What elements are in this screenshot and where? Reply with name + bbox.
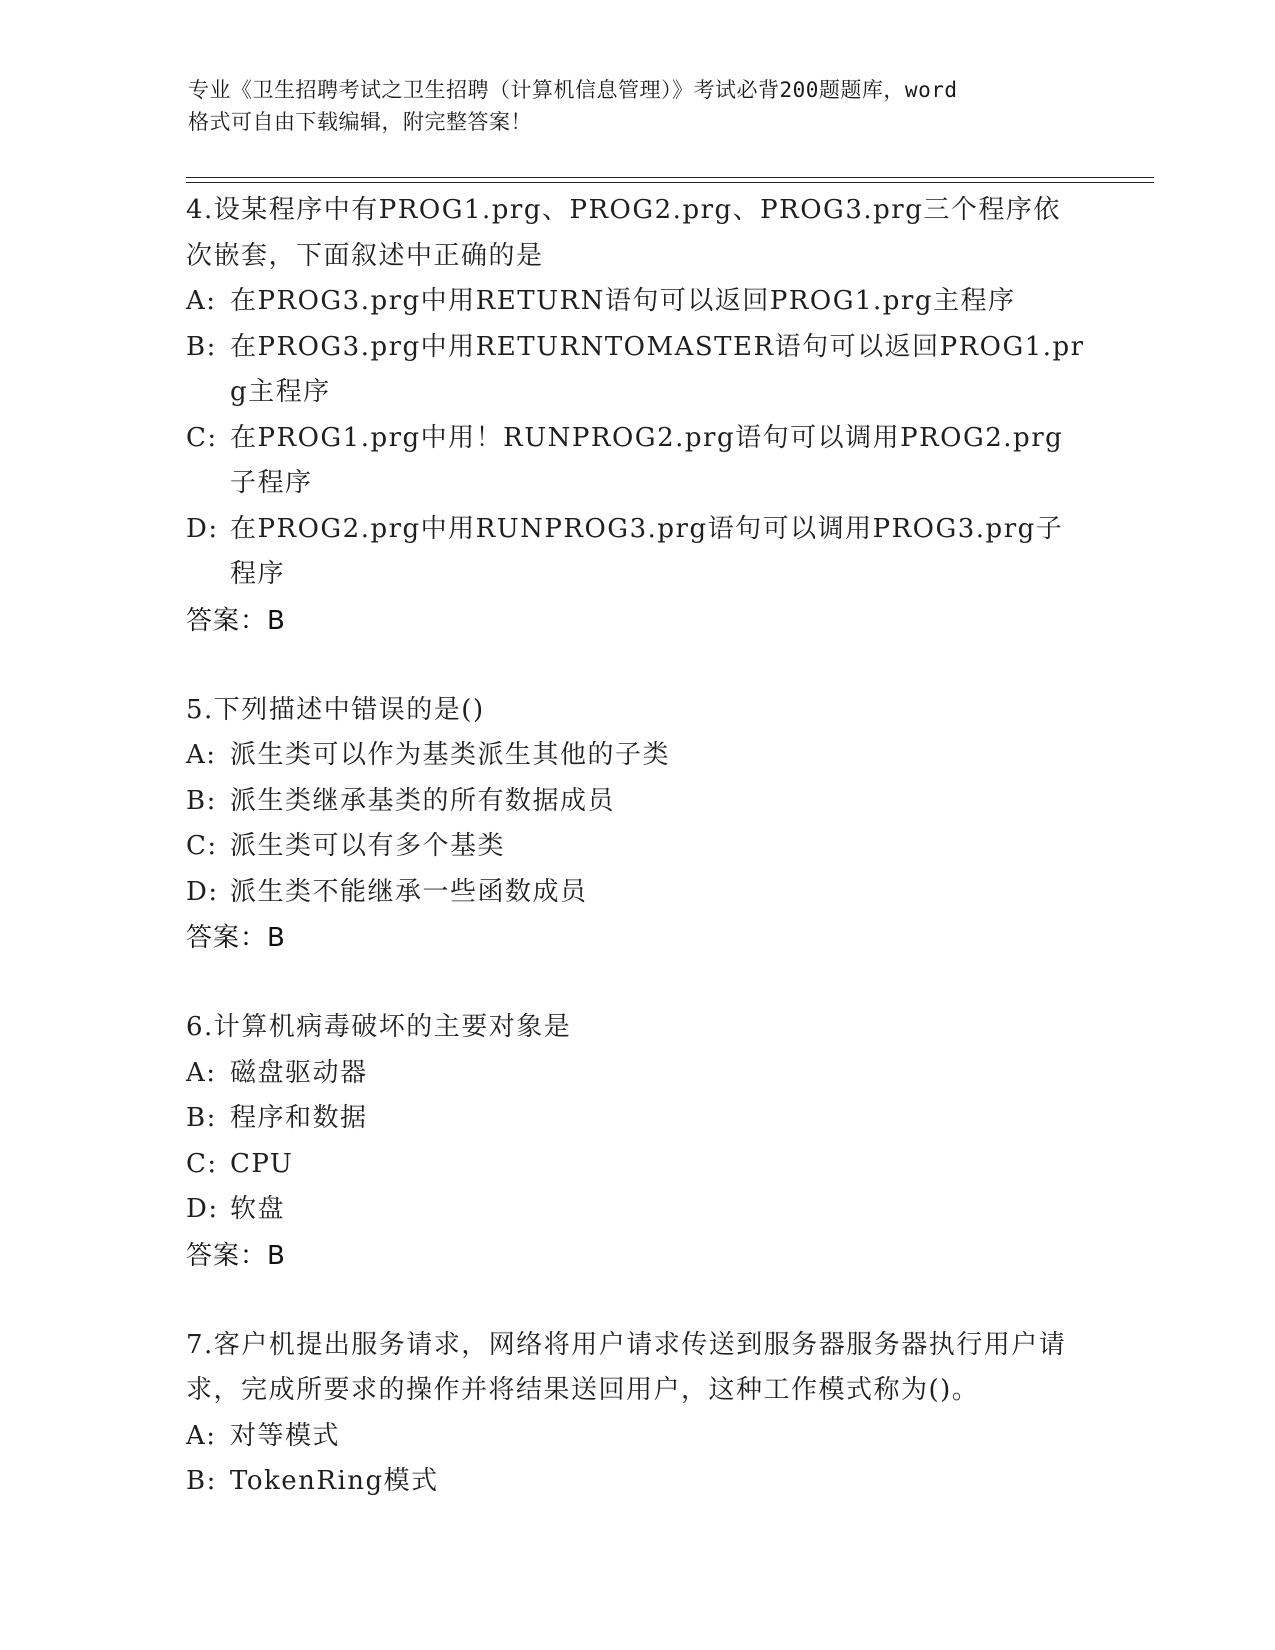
option-text: 在PROG2.prg中用RUNPROG3.prg语句可以调用PROG3.prg子程序 (230, 513, 1064, 589)
question-list (186, 188, 1086, 1549)
answer-key: 答案：B (186, 605, 286, 636)
option-text: 磁盘驱动器 (230, 1057, 368, 1088)
answer-option (186, 1187, 1086, 1233)
answer-option (186, 325, 1086, 416)
answer-option (186, 733, 1086, 779)
option-text: 在PROG3.prg中用RETURNTOMASTER语句可以返回PROG1.prg主程序 (230, 331, 1085, 407)
answer-key: 答案：B (186, 923, 286, 953)
option-key: C: (186, 422, 218, 453)
option-text: 程序和数据 (230, 1103, 368, 1133)
answer-option (186, 507, 1086, 598)
option-text: 派生类可以有多个基类 (230, 831, 506, 861)
option-key: A: (186, 1420, 217, 1451)
question-block (186, 1323, 1086, 1505)
option-key: D: (186, 513, 219, 544)
option-key: B: (186, 785, 217, 816)
option-key: A: (186, 740, 217, 770)
option-key: A: (186, 1057, 217, 1088)
answer-option (186, 416, 1086, 507)
question-block (186, 188, 1086, 644)
option-text: 对等模式 (230, 1420, 341, 1451)
answer-option (186, 279, 1086, 325)
header-line-1: 专业《卫生招聘考试之卫生招聘（计算机信息管理）》考试必背200题题库，word (188, 78, 958, 102)
option-key: D: (186, 876, 219, 907)
option-key: B: (186, 1103, 217, 1133)
option-text: 在PROG3.prg中用RETURN语句可以返回PROG1.prg主程序 (230, 286, 1016, 316)
question-block (186, 1005, 1086, 1279)
answer-key: 答案：B (186, 1240, 286, 1271)
question-text: 4.设某程序中有PROG1.prg、PROG2.prg、PROG3.prg三个程序依次嵌套，下面叙述中正确的是 (186, 195, 1061, 271)
question-text: 5.下列描述中错误的是() (186, 694, 485, 725)
header-divider-bottom (186, 182, 1154, 183)
answer-option (186, 1051, 1086, 1097)
option-text: 在PROG1.prg中用！RUNPROG2.prg语句可以调用PROG2.prg子程序 (230, 422, 1064, 498)
option-text: 派生类可以作为基类派生其他的子类 (230, 740, 671, 770)
option-key: A: (186, 286, 217, 316)
answer-option (186, 824, 1086, 870)
option-key: C: (186, 831, 218, 861)
header-line-2: 格式可自由下载编辑，附完整答案！ (188, 110, 532, 134)
option-text: 派生类继承基类的所有数据成员 (230, 785, 616, 816)
option-key: C: (186, 1148, 218, 1179)
question-text: 7.客户机提出服务请求，网络将用户请求传送到服务器服务器执行用户请求，完成所要求的操作并将结果送回用户，这种工作模式称为()。 (186, 1329, 1067, 1405)
option-key: B: (186, 331, 217, 362)
answer-option (186, 1142, 1086, 1188)
option-text: CPU (230, 1148, 294, 1179)
header-divider-top (186, 177, 1154, 178)
answer-option (186, 1459, 1086, 1505)
question-block (186, 688, 1086, 962)
option-key: D: (186, 1194, 219, 1224)
answer-option (186, 1096, 1086, 1142)
document-header (188, 74, 1108, 138)
question-text: 6.计算机病毒破坏的主要对象是 (186, 1012, 572, 1042)
option-text: 派生类不能继承一些函数成员 (230, 876, 588, 907)
option-text: 软盘 (230, 1194, 286, 1224)
option-text: TokenRing模式 (230, 1466, 439, 1496)
option-key: B: (186, 1466, 217, 1496)
answer-option (186, 870, 1086, 916)
answer-option (186, 1414, 1086, 1460)
answer-option (186, 779, 1086, 825)
